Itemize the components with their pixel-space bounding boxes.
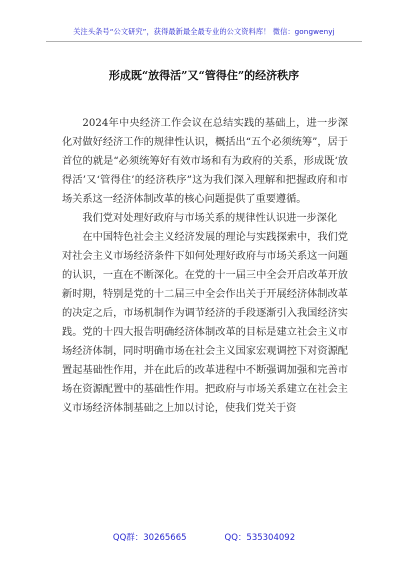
- footer-qq-number: QQ：535304092: [224, 533, 296, 543]
- header-divider: [46, 41, 362, 42]
- paragraph-body: 在中国特色社会主义经济发展的理论与实践探索中，我们党对社会主义市场经济条件下如何处理好政府与市场关系这一问题的认识，一直在不断深化。在党的十一届三中全会开启改革开放新时期，特别是党的十二届三中全会作出关于开展经济体制改革的决定之后，市场机制作为调节经济的手段逐渐引入我国经济实践。党的十四大报告明确经济体制改革的目标是建立社会主义市场经济体制，同时明确市场在社会主义国家宏观调控下对资源配置起基础性作用，并在此后的改革进程中不断强调加强和完善市场在资源配置中的基础性作用。把政府与市场关系建立在社会主义市场经济体制基础之上加以讨论，使我们党关于资: [62, 232, 348, 414]
- footer-contacts: [0, 531, 408, 543]
- document-body: [62, 114, 348, 418]
- section-heading: 我们党对处理好政府与市场关系的规律性认识进一步深化: [82, 213, 338, 224]
- header-banner: 关注头条号“公文研究”，获得最新最全最专业的公文资料库！ 微信：gongwenyj: [73, 27, 335, 36]
- document-title: 形成既“放得活”又“管得住”的经济秩序: [108, 69, 300, 82]
- footer-qq-group: QQ群：30265665: [112, 533, 187, 543]
- paragraph-intro: 2024年中央经济工作会议在总结实践的基础上，进一步深化对做好经济工作的规律性认识，概括出“五个必须统筹”，居于首位的就是“必须统筹好有效市场和有为政府的关系，形成既‘放得活’又‘管得住’的经济秩序”这为我们深入理解和把握政府和市场关系这一经济体制改革的核心问题提供了重要遵循。: [62, 118, 348, 205]
